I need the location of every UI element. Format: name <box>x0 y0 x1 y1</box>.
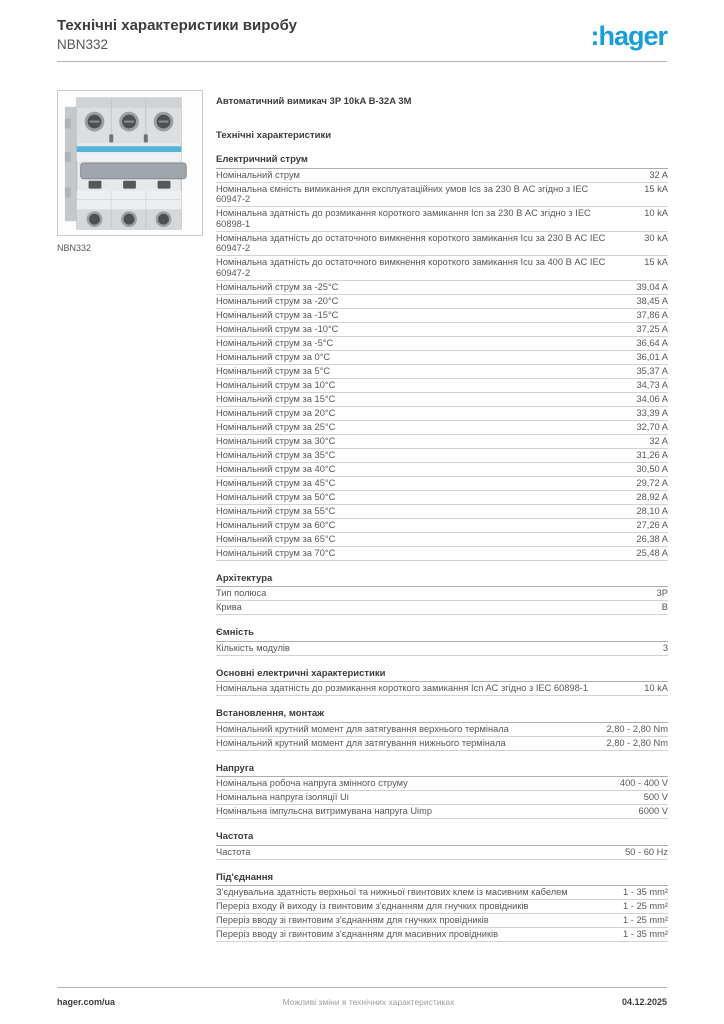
row-label: Номінальна робоча напруга змінного струму <box>216 778 408 789</box>
row-label: Номінальний струм за -15°C <box>216 309 339 320</box>
table-row <box>216 449 668 463</box>
table-row <box>216 805 668 819</box>
section-title: Напруга <box>216 763 668 778</box>
row-label: Номінальний струм за -10°C <box>216 323 339 334</box>
row-value: 400 - 400 V <box>619 778 668 789</box>
row-value: 36,64 A <box>636 337 668 348</box>
section-rows <box>216 169 668 561</box>
table-row <box>216 435 668 449</box>
table-row <box>216 477 668 491</box>
row-label: Переріз вводу зі гвинтовим з'єднанням для масивних провідників <box>216 929 499 940</box>
table-row <box>216 256 668 281</box>
table-row <box>216 505 668 519</box>
table-row <box>216 365 668 379</box>
specs-title: Технічні характеристики <box>216 130 332 141</box>
table-row <box>216 601 668 615</box>
page-header <box>57 17 667 53</box>
row-label: Номінальний струм за 50°C <box>216 491 336 502</box>
hager-logo: :hager <box>590 21 667 51</box>
row-value: 30,50 A <box>636 463 668 474</box>
section-title: Ємність <box>216 627 668 642</box>
table-row <box>216 393 668 407</box>
spec-column <box>216 90 668 942</box>
row-label: Номінальна здатність до остаточного вимкнення короткого замикання Icu за 400 В AC IEC 60947-2 <box>216 257 606 278</box>
row-label: Тип полюса <box>216 588 267 599</box>
spec-section <box>216 154 668 561</box>
row-value: 38,45 A <box>636 295 668 306</box>
row-label: Номінальна імпульсна витримувана напруга Uimp <box>216 806 433 817</box>
product-code: NBN332 <box>57 36 109 52</box>
table-row <box>216 207 668 232</box>
table-row <box>216 491 668 505</box>
row-value: 27,26 A <box>636 519 668 530</box>
section-rows <box>216 846 668 860</box>
section-title: Електричний струм <box>216 154 668 169</box>
row-value: 500 V <box>643 792 668 803</box>
table-row <box>216 914 668 928</box>
section-title: Основні електричні характеристики <box>216 668 668 683</box>
image-caption: NBN332 <box>57 243 92 253</box>
row-value: 1 - 35 mm² <box>623 929 668 940</box>
table-row <box>216 846 668 860</box>
row-value: 3P <box>656 588 668 599</box>
spec-section <box>216 573 668 616</box>
row-value: 1 - 35 mm² <box>623 887 668 898</box>
table-row <box>216 337 668 351</box>
section-title: Частота <box>216 831 668 846</box>
row-value: 1 - 25 mm² <box>623 915 668 926</box>
table-row <box>216 232 668 257</box>
table-row <box>216 886 668 900</box>
row-label: Переріз вводу зі гвинтовим з'єднанням для гнучких провідників <box>216 915 489 926</box>
row-label: Номінальний струм за 15°C <box>216 393 336 404</box>
table-row <box>216 519 668 533</box>
product-name: Автоматичний вимикач 3P 10kA B-32A 3M <box>216 96 412 107</box>
table-row <box>216 281 668 295</box>
table-row <box>216 295 668 309</box>
row-value: 25,48 A <box>636 547 668 558</box>
row-label: Номінальний струм за 40°C <box>216 463 336 474</box>
row-label: Номінальна здатність до розмикання короткого замикання Icn за 230 В AC згідно з IEC 60898-1 <box>216 208 591 229</box>
table-row <box>216 169 668 183</box>
row-label: Номінальна напруга ізоляції Ui <box>216 792 349 803</box>
table-row <box>216 309 668 323</box>
row-label: Номінальна ємність вимикання для експлуатаційних умов Ics за 230 В AC згідно з IEC 60947-2 <box>216 183 589 205</box>
row-label: Номінальний струм за 55°C <box>216 505 336 516</box>
row-label: Номінальний струм за -5°C <box>216 337 334 348</box>
row-label: Частота <box>216 846 251 857</box>
section-rows <box>216 642 668 656</box>
table-row <box>216 533 668 547</box>
row-value: 32 A <box>649 169 668 180</box>
table-row <box>216 351 668 365</box>
section-rows <box>216 682 668 696</box>
bottom-screw-terminals <box>87 211 172 227</box>
section-rows <box>216 886 668 942</box>
row-label: Номінальна здатність до остаточного вимкнення короткого замикання Icu за 230 В AC IEC 60947-2 <box>216 232 606 254</box>
product-image-column <box>57 90 203 253</box>
row-value: 33,39 A <box>636 407 668 418</box>
row-label: Номінальний струм <box>216 169 300 180</box>
page-footer <box>57 987 667 1007</box>
table-row <box>216 379 668 393</box>
row-value: 39,04 A <box>636 281 668 292</box>
row-label: Крива <box>216 602 242 613</box>
row-value: 2,80 - 2,80 Nm <box>606 723 668 734</box>
product-image <box>57 90 203 236</box>
row-label: Номінальний струм за 20°C <box>216 407 336 418</box>
row-value: 32 A <box>649 435 668 446</box>
table-row <box>216 682 668 696</box>
row-label: Номінальний струм за 70°C <box>216 547 336 558</box>
footer-website: hager.com/ua <box>57 997 116 1007</box>
row-label: Номінальний струм за 5°C <box>216 365 331 376</box>
row-value: 32,70 A <box>636 421 668 432</box>
row-value: B <box>661 602 668 613</box>
table-row <box>216 323 668 337</box>
row-label: Номінальний струм за 0°C <box>216 351 331 362</box>
row-label: Номінальний крутний момент для затягування нижнього термінала <box>216 737 506 748</box>
row-value: 36,01 A <box>636 351 668 362</box>
table-row <box>216 928 668 942</box>
row-value: 37,86 A <box>636 309 668 320</box>
table-row <box>216 463 668 477</box>
row-value: 2,80 - 2,80 Nm <box>606 737 668 748</box>
row-label: Номінальний струм за -20°C <box>216 295 339 306</box>
row-value: 28,10 A <box>636 505 668 516</box>
row-value: 26,38 A <box>636 533 668 544</box>
row-value: 29,72 A <box>636 477 668 488</box>
row-label: Номінальний струм за 35°C <box>216 449 336 460</box>
spec-section <box>216 872 668 943</box>
row-value: 50 - 60 Hz <box>625 846 668 857</box>
row-value: 10 kA <box>644 683 668 694</box>
section-rows <box>216 777 668 819</box>
table-row <box>216 547 668 561</box>
footer-disclaimer: Можливі зміни в технічних характеристиках <box>282 997 455 1007</box>
row-label: Номінальний крутний момент для затягування верхнього термінала <box>216 723 509 734</box>
row-value: 30 kA <box>644 232 668 243</box>
row-label: Номінальний струм за -25°C <box>216 281 339 292</box>
footer-date: 04.12.2025 <box>621 997 667 1007</box>
row-label: Переріз входу й виходу із гвинтовим з'єднанням для гнучких провідників <box>216 901 529 912</box>
spec-section <box>216 627 668 656</box>
table-row <box>216 723 668 737</box>
row-label: Номінальний струм за 60°C <box>216 519 336 530</box>
table-row <box>216 407 668 421</box>
row-label: Номінальний струм за 45°C <box>216 477 336 488</box>
row-value: 1 - 25 mm² <box>623 901 668 912</box>
table-row <box>216 900 668 914</box>
page-title: Технічні характеристики виробу <box>57 17 297 34</box>
spec-section <box>216 708 668 751</box>
row-value: 15 kA <box>644 183 668 194</box>
row-label: Номінальний струм за 10°C <box>216 379 336 390</box>
table-row <box>216 587 668 601</box>
row-value: 35,37 A <box>636 365 668 376</box>
row-value: 15 kA <box>644 257 668 268</box>
row-value: 28,92 A <box>636 491 668 502</box>
row-value: 31,26 A <box>636 449 668 460</box>
table-row <box>216 777 668 791</box>
spec-section <box>216 831 668 860</box>
table-row <box>216 642 668 656</box>
row-label: Кількість модулів <box>216 642 290 653</box>
table-row <box>216 791 668 805</box>
spec-section <box>216 668 668 697</box>
section-rows <box>216 587 668 615</box>
row-value: 3 <box>662 642 668 653</box>
row-label: Номінальна здатність до розмикання короткого замикання Icn AC згідно з IEC 60898-1 <box>216 683 589 694</box>
section-title: Архітектура <box>216 573 668 588</box>
circuit-breaker-illustration <box>58 91 202 235</box>
row-value: 6000 V <box>638 806 668 817</box>
top-screw-terminals <box>85 112 174 132</box>
row-label: Номінальний струм за 30°C <box>216 435 336 446</box>
table-row <box>216 183 668 208</box>
row-label: Номінальний струм за 25°C <box>216 421 336 432</box>
section-title: Встановлення, монтаж <box>216 708 668 723</box>
row-label: З'єднувальна здатність верхньої та нижньої гвинтових клем із масивним кабелем <box>216 887 568 898</box>
table-row <box>216 737 668 751</box>
header-divider <box>57 61 667 62</box>
row-value: 34,06 A <box>636 393 668 404</box>
row-value: 34,73 A <box>636 379 668 390</box>
spec-section <box>216 763 668 820</box>
header-title-block <box>57 17 297 53</box>
section-rows <box>216 723 668 751</box>
table-row <box>216 421 668 435</box>
spec-sections <box>216 154 668 942</box>
row-value: 10 kA <box>644 208 668 219</box>
row-label: Номінальний струм за 65°C <box>216 533 336 544</box>
row-value: 37,25 A <box>636 323 668 334</box>
section-title: Під'єднання <box>216 872 668 887</box>
